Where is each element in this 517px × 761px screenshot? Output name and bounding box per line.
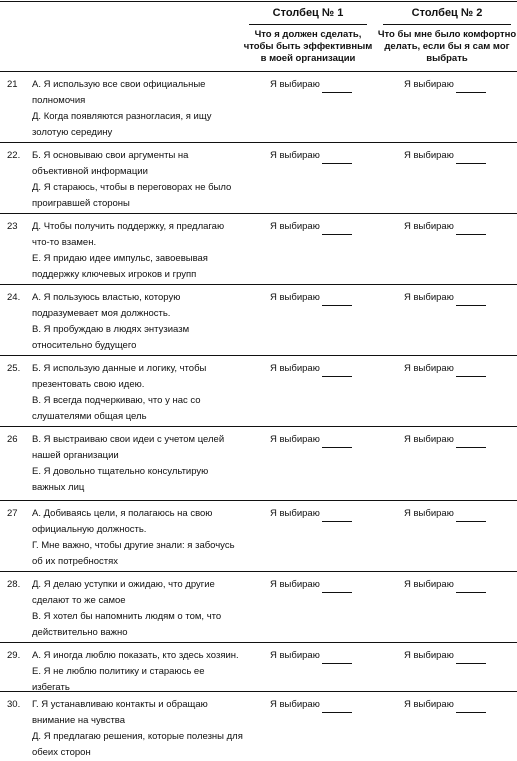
statement-option: Д. Я делаю уступки и ожидаю, что другие сделают то же самое	[32, 579, 215, 606]
item-statements	[32, 506, 244, 570]
statement-option: В. Я хотел бы напомнить людям о том, что действительно важно	[32, 611, 222, 638]
choice-column-2	[404, 77, 486, 93]
choice-label: Я выбираю	[404, 363, 454, 374]
choice-column-2	[404, 290, 486, 306]
item-statements	[32, 148, 244, 212]
choice-label: Я выбираю	[404, 579, 454, 590]
column-1-subtitle: Что я должен сделать, чтобы быть эффективным в моей организации	[243, 29, 373, 64]
answer-blank[interactable]	[456, 224, 486, 235]
choice-label: Я выбираю	[404, 508, 454, 519]
item-statements	[32, 648, 244, 696]
statement-option: Г. Мне важно, чтобы другие знали: я забочусь об их потребностях	[32, 540, 235, 567]
choice-column-2	[404, 219, 486, 235]
choice-label: Я выбираю	[404, 150, 454, 161]
choice-column-2	[404, 697, 486, 713]
item-statements	[32, 77, 244, 141]
statement-option: В. Я всегда подчеркиваю, что у нас со слушателями общая цель	[32, 395, 201, 422]
choice-column-1	[270, 290, 352, 306]
column-1-header	[243, 7, 373, 65]
item-number: 26	[7, 434, 18, 445]
choice-column-1	[270, 697, 352, 713]
choice-column-1	[270, 577, 352, 593]
answer-blank[interactable]	[456, 153, 486, 164]
choice-column-1	[270, 148, 352, 164]
choice-label: Я выбираю	[404, 699, 454, 710]
answer-blank[interactable]	[456, 653, 486, 664]
choice-column-1	[270, 361, 352, 377]
item-statements	[32, 361, 244, 425]
item-number: 21	[7, 79, 18, 90]
choice-column-2	[404, 577, 486, 593]
table-row	[0, 284, 517, 356]
choice-label: Я выбираю	[270, 292, 320, 303]
item-statements	[32, 290, 244, 354]
choice-column-1	[270, 506, 352, 522]
choice-label: Я выбираю	[270, 363, 320, 374]
choice-label: Я выбираю	[270, 221, 320, 232]
statement-option: А. Я иногда люблю показать, кто здесь хозяин.	[32, 650, 239, 661]
answer-blank[interactable]	[456, 582, 486, 593]
choice-label: Я выбираю	[270, 699, 320, 710]
item-number: 29.	[7, 650, 21, 661]
answer-blank[interactable]	[322, 366, 352, 377]
answer-blank[interactable]	[322, 82, 352, 93]
answer-blank[interactable]	[322, 153, 352, 164]
statement-option: В. Я пробуждаю в людях энтузиазм относительно будущего	[32, 324, 190, 351]
table-row	[0, 691, 517, 760]
answer-blank[interactable]	[456, 437, 486, 448]
table-row	[0, 426, 517, 501]
item-number: 27	[7, 508, 18, 519]
choice-label: Я выбираю	[270, 150, 320, 161]
item-statements	[32, 577, 244, 641]
statement-option: А. Я использую все свои официальные полномочия	[32, 79, 206, 106]
choice-label: Я выбираю	[270, 79, 320, 90]
choice-column-1	[270, 432, 352, 448]
answer-blank[interactable]	[456, 366, 486, 377]
answer-blank[interactable]	[322, 224, 352, 235]
table-row	[0, 571, 517, 643]
item-number: 23	[7, 221, 18, 232]
choice-column-1	[270, 648, 352, 664]
table-row	[0, 355, 517, 427]
choice-column-2	[404, 361, 486, 377]
item-number: 24.	[7, 292, 21, 303]
answer-blank[interactable]	[456, 511, 486, 522]
choice-column-1	[270, 77, 352, 93]
column-2-header	[377, 7, 517, 65]
statement-option: Е. Я придаю идее импульс, завоевывая поддержку ключевых игроков и групп	[32, 253, 208, 280]
table-row	[0, 213, 517, 285]
column-2-subtitle: Что бы мне было комфортно делать, если бы я сам мог выбрать	[377, 29, 517, 64]
statement-option: Д. Я стараюсь, чтобы в переговорах не было проигравшей стороны	[32, 182, 232, 209]
choice-label: Я выбираю	[270, 508, 320, 519]
statement-option: Е. Я не люблю политику и стараюсь ее избегать	[32, 666, 205, 693]
table-row	[0, 642, 517, 692]
choice-column-2	[404, 148, 486, 164]
choice-label: Я выбираю	[404, 292, 454, 303]
choice-column-1	[270, 219, 352, 235]
item-statements	[32, 432, 244, 496]
statement-option: А. Добиваясь цели, я полагаюсь на свою официальную должность.	[32, 508, 213, 535]
statement-option: Б. Я использую данные и логику, чтобы презентовать свою идею.	[32, 363, 207, 390]
statement-option: Д. Когда появляются разногласия, я ищу золотую середину	[32, 111, 212, 138]
statement-option: Д. Я предлагаю решения, которые полезны для обеих сторон	[32, 731, 243, 758]
column-1-title: Столбец № 1	[249, 7, 367, 25]
choice-column-2	[404, 648, 486, 664]
statement-option: Д. Чтобы получить поддержку, я предлагаю что-то взамен.	[32, 221, 225, 248]
statement-option: Г. Я устанавливаю контакты и обращаю внимание на чувства	[32, 699, 208, 726]
item-number: 30.	[7, 699, 21, 710]
choice-label: Я выбираю	[270, 579, 320, 590]
statement-option: В. Я выстраиваю свои идеи с учетом целей нашей организации	[32, 434, 225, 461]
statement-option: Б. Я основываю свои аргументы на объективной информации	[32, 150, 189, 177]
answer-blank[interactable]	[456, 82, 486, 93]
answer-blank[interactable]	[322, 295, 352, 306]
item-number: 25.	[7, 363, 21, 374]
table-row	[0, 142, 517, 214]
item-statements	[32, 697, 244, 761]
choice-label: Я выбираю	[404, 221, 454, 232]
choice-column-2	[404, 432, 486, 448]
item-number: 22.	[7, 150, 21, 161]
table-row	[0, 71, 517, 143]
answer-blank[interactable]	[456, 295, 486, 306]
answer-blank[interactable]	[322, 437, 352, 448]
answer-blank[interactable]	[322, 511, 352, 522]
choice-label: Я выбираю	[404, 650, 454, 661]
table-header	[0, 0, 517, 72]
answer-blank[interactable]	[322, 702, 352, 713]
statement-option: А. Я пользуюсь властью, которую подразумевает моя должность.	[32, 292, 181, 319]
choice-label: Я выбираю	[270, 650, 320, 661]
choice-label: Я выбираю	[404, 79, 454, 90]
choice-label: Я выбираю	[270, 434, 320, 445]
table-row	[0, 500, 517, 572]
statement-option: Е. Я довольно тщательно консультирую важных лиц	[32, 466, 209, 493]
answer-blank[interactable]	[456, 702, 486, 713]
choice-label: Я выбираю	[404, 434, 454, 445]
choice-column-2	[404, 506, 486, 522]
column-2-title: Столбец № 2	[383, 7, 511, 25]
item-statements	[32, 219, 244, 283]
item-number: 28.	[7, 579, 21, 590]
answer-blank[interactable]	[322, 653, 352, 664]
answer-blank[interactable]	[322, 582, 352, 593]
